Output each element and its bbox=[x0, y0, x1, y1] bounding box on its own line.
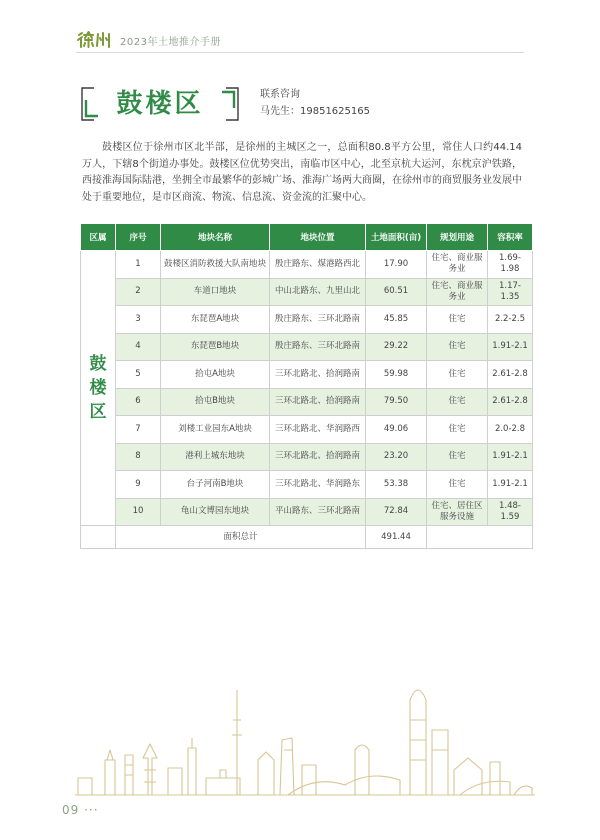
district-cell bbox=[81, 251, 116, 526]
cell-number: 6 bbox=[116, 388, 161, 416]
cell-parcel-name: 东琵琶A地块 bbox=[161, 306, 270, 334]
cell-floor-area-ratio: 2.2-2.5 bbox=[488, 306, 533, 334]
xuzhou-brand-logo bbox=[76, 30, 116, 50]
total-area: 491.44 bbox=[366, 526, 427, 549]
total-blank-cell bbox=[81, 526, 116, 549]
total-empty-cell bbox=[427, 526, 533, 549]
table-header-row bbox=[81, 224, 533, 251]
cell-floor-area-ratio: 1.48-1.59 bbox=[488, 498, 533, 526]
table-row bbox=[81, 333, 533, 361]
header-district: 区属 bbox=[81, 224, 116, 251]
city-skyline-illustration bbox=[70, 660, 540, 800]
cell-number: 5 bbox=[116, 361, 161, 389]
cell-planned-use: 住宅 bbox=[427, 306, 488, 334]
cell-planned-use: 住宅、商业服务业 bbox=[427, 251, 488, 279]
cell-location: 殷庄路东、三环北路南 bbox=[270, 333, 366, 361]
header-number: 序号 bbox=[116, 224, 161, 251]
contact-label: 联系咨询 bbox=[260, 89, 300, 100]
table-row bbox=[81, 251, 533, 279]
cell-floor-area-ratio: 1.69-1.98 bbox=[488, 251, 533, 279]
cell-number: 7 bbox=[116, 416, 161, 444]
district-intro: 鼓楼区位于徐州市区北半部，是徐州的主城区之一，总面积80.8平方公里，常住人口约44.14万人，下辖8个街道办事处。鼓楼区位优势突出，南临市区中心，北至京杭大运河，东枕京沪铁路，西接淮海国际陆港，坐拥全市最繁华的彭城广场、淮海广场两大商圈，在徐州市的商贸服务业发展中处于重要地位，是市区商流、物流、信息流、资金流的汇聚中心。 bbox=[82, 142, 522, 203]
cell-location: 三环北路北、拾润路南 bbox=[270, 388, 366, 416]
contact-block bbox=[260, 86, 370, 120]
table-row bbox=[81, 498, 533, 526]
cell-area: 29.22 bbox=[366, 333, 427, 361]
cell-number: 4 bbox=[116, 333, 161, 361]
cell-area: 59.98 bbox=[366, 361, 427, 389]
cell-number: 10 bbox=[116, 498, 161, 526]
header-planned-use: 规划用途 bbox=[427, 224, 488, 251]
header-location: 地块位置 bbox=[270, 224, 366, 251]
cell-location: 中山北路东、九里山北 bbox=[270, 278, 366, 306]
cell-area: 23.20 bbox=[366, 443, 427, 471]
page-header bbox=[0, 0, 600, 56]
cell-area: 45.85 bbox=[366, 306, 427, 334]
cell-parcel-name: 车道口地块 bbox=[161, 278, 270, 306]
cell-planned-use: 住宅 bbox=[427, 443, 488, 471]
header-title: 2023年土地推介手册 bbox=[120, 37, 221, 48]
total-label: 面积总计 bbox=[116, 526, 366, 549]
page-number: 09 ··· bbox=[62, 803, 99, 817]
cell-parcel-name: 拾屯A地块 bbox=[161, 361, 270, 389]
table-row bbox=[81, 416, 533, 444]
cell-location: 平山路东、三环北路南 bbox=[270, 498, 366, 526]
table-row bbox=[81, 278, 533, 306]
table-total-row bbox=[81, 526, 533, 549]
cell-number: 2 bbox=[116, 278, 161, 306]
cell-parcel-name: 鼓楼区消防救援大队南地块 bbox=[161, 251, 270, 279]
cell-planned-use: 住宅 bbox=[427, 416, 488, 444]
cell-planned-use: 住宅 bbox=[427, 388, 488, 416]
cell-number: 8 bbox=[116, 443, 161, 471]
cell-parcel-name: 刘楼工业园东A地块 bbox=[161, 416, 270, 444]
cell-floor-area-ratio: 2.0-2.8 bbox=[488, 416, 533, 444]
land-parcel-table bbox=[80, 223, 533, 549]
cell-location: 三环北路北、华润路西 bbox=[270, 416, 366, 444]
table-row bbox=[81, 471, 533, 499]
cell-planned-use: 住宅 bbox=[427, 333, 488, 361]
district-title: 鼓楼区 bbox=[116, 89, 204, 119]
cell-location: 殷庄路东、三环北路南 bbox=[270, 306, 366, 334]
cell-planned-use: 住宅 bbox=[427, 361, 488, 389]
header-area: 土地面积(亩) bbox=[366, 224, 427, 251]
cell-number: 1 bbox=[116, 251, 161, 279]
header-floor-area-ratio: 容积率 bbox=[488, 224, 533, 251]
cell-floor-area-ratio: 1.91-2.1 bbox=[488, 443, 533, 471]
cell-area: 79.50 bbox=[366, 388, 427, 416]
district-cell-label: 鼓楼区 bbox=[89, 354, 107, 422]
header-divider bbox=[76, 52, 524, 53]
cell-floor-area-ratio: 1.17-1.35 bbox=[488, 278, 533, 306]
cell-floor-area-ratio: 1.91-2.1 bbox=[488, 471, 533, 499]
table-row bbox=[81, 443, 533, 471]
cell-floor-area-ratio: 2.61-2.8 bbox=[488, 388, 533, 416]
table-body bbox=[81, 251, 533, 549]
table-row bbox=[81, 361, 533, 389]
contact-person: 马先生：19851625165 bbox=[260, 106, 370, 117]
cell-planned-use: 住宅、居住区服务设施 bbox=[427, 498, 488, 526]
cell-planned-use: 住宅 bbox=[427, 471, 488, 499]
cell-location: 殷庄路东、煤港路西北 bbox=[270, 251, 366, 279]
cell-area: 49.06 bbox=[366, 416, 427, 444]
table-row bbox=[81, 306, 533, 334]
cell-location: 三环北路北、拾润路南 bbox=[270, 443, 366, 471]
header-parcel-name: 地块名称 bbox=[161, 224, 270, 251]
cell-parcel-name: 台子河南B地块 bbox=[161, 471, 270, 499]
table-row bbox=[81, 388, 533, 416]
cell-parcel-name: 东琵琶B地块 bbox=[161, 333, 270, 361]
cell-number: 9 bbox=[116, 471, 161, 499]
cell-area: 53.38 bbox=[366, 471, 427, 499]
cell-parcel-name: 港利上城东地块 bbox=[161, 443, 270, 471]
cell-parcel-name: 拾屯B地块 bbox=[161, 388, 270, 416]
cell-area: 60.51 bbox=[366, 278, 427, 306]
cell-parcel-name: 龟山文博园东地块 bbox=[161, 498, 270, 526]
cell-location: 三环北路北、华润路东 bbox=[270, 471, 366, 499]
cell-location: 三环北路北、拾润路南 bbox=[270, 361, 366, 389]
cell-planned-use: 住宅、商业服务业 bbox=[427, 278, 488, 306]
cell-floor-area-ratio: 1.91-2.1 bbox=[488, 333, 533, 361]
cell-floor-area-ratio: 2.61-2.8 bbox=[488, 361, 533, 389]
cell-number: 3 bbox=[116, 306, 161, 334]
cell-area: 17.90 bbox=[366, 251, 427, 279]
cell-area: 72.84 bbox=[366, 498, 427, 526]
